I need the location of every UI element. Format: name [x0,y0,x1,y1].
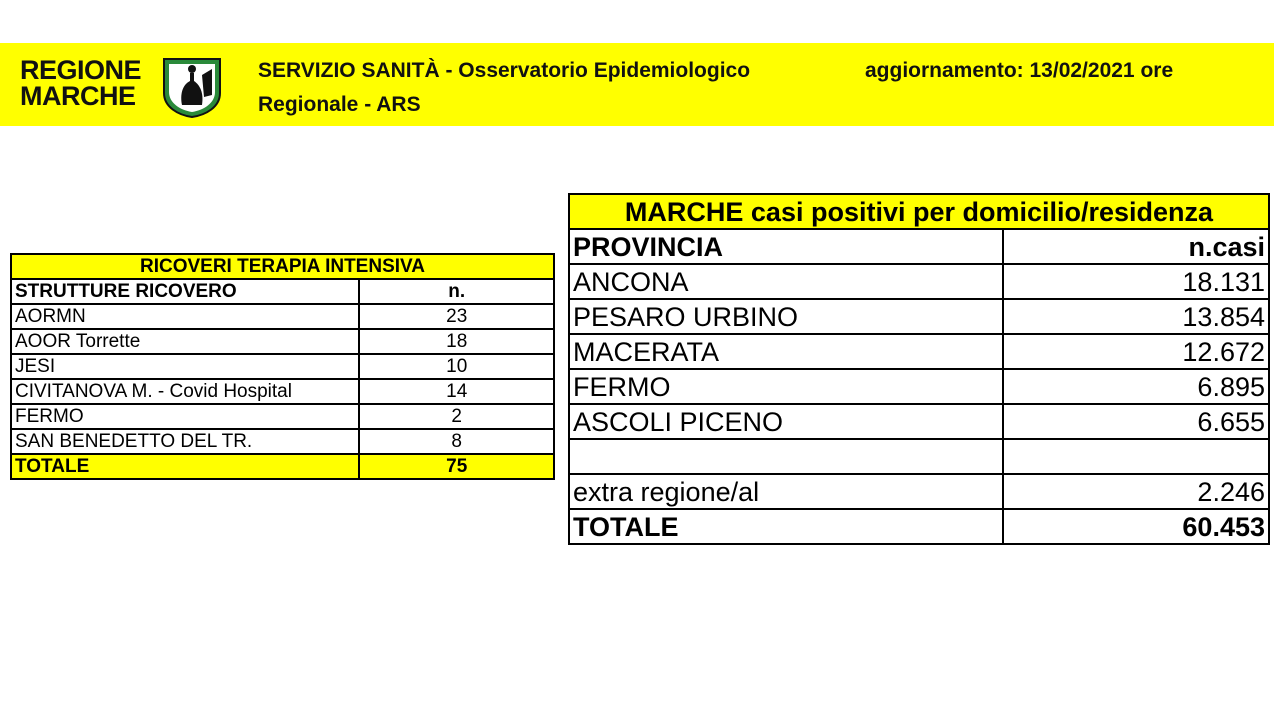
total-label: TOTALE [569,509,1003,544]
provincia-count: 6.895 [1003,369,1269,404]
table-row [569,404,1269,439]
col-n-header: n. [359,279,554,304]
provincia-name [569,439,1003,474]
provincia-count: 13.854 [1003,299,1269,334]
provincia-count: 18.131 [1003,264,1269,299]
struttura-name: FERMO [11,404,359,429]
table-row [569,439,1269,474]
struttura-count: 14 [359,379,554,404]
col-provincia-header: PROVINCIA [569,229,1003,264]
total-label: TOTALE [11,454,359,479]
total-value: 75 [359,454,554,479]
positive-cases-header-row [569,229,1269,264]
provincia-count: 6.655 [1003,404,1269,439]
shield-icon [160,55,224,119]
struttura-count: 23 [359,304,554,329]
table-row [11,329,554,354]
intensive-care-title-row [11,254,554,279]
table-row [11,304,554,329]
intensive-care-title: RICOVERI TERAPIA INTENSIVA [11,254,554,279]
struttura-name: SAN BENEDETTO DEL TR. [11,429,359,454]
provincia-name: MACERATA [569,334,1003,369]
positive-cases-table [568,193,1270,545]
provincia-name: extra regione/al [569,474,1003,509]
table-row [11,354,554,379]
intensive-care-total-row [11,454,554,479]
table-row [569,299,1269,334]
intensive-care-table [10,253,555,480]
struttura-name: AORMN [11,304,359,329]
struttura-count: 2 [359,404,554,429]
logo-line1: REGIONE [20,55,142,85]
regione-marche-logo [20,53,230,119]
table-row [569,369,1269,404]
header-title: SERVIZIO SANITÀ - Osservatorio Epidemiologico Regionale - ARS [258,59,751,116]
provincia-name: FERMO [569,369,1003,404]
update-timestamp: aggiornamento: 13/02/2021 ore [865,59,1174,82]
header-banner [0,43,1274,126]
struttura-count: 8 [359,429,554,454]
positive-cases-total-row [569,509,1269,544]
col-casi-header: n.casi [1003,229,1269,264]
struttura-name: JESI [11,354,359,379]
table-row [11,404,554,429]
positive-cases-title-row [569,194,1269,229]
struttura-name: CIVITANOVA M. - Covid Hospital [11,379,359,404]
positive-cases-title: MARCHE casi positivi per domicilio/residenza [569,194,1269,229]
struttura-name: AOOR Torrette [11,329,359,354]
struttura-count: 18 [359,329,554,354]
provincia-count: 12.672 [1003,334,1269,369]
table-row [11,379,554,404]
table-row [569,334,1269,369]
provincia-name: ASCOLI PICENO [569,404,1003,439]
col-struttura-header: STRUTTURE RICOVERO [11,279,359,304]
intensive-care-header-row [11,279,554,304]
table-row [569,264,1269,299]
logo-line2: MARCHE [20,81,136,111]
total-value: 60.453 [1003,509,1269,544]
provincia-count [1003,439,1269,474]
provincia-name: ANCONA [569,264,1003,299]
table-row [11,429,554,454]
logo-text [20,57,141,109]
table-row [569,474,1269,509]
provincia-count: 2.246 [1003,474,1269,509]
struttura-count: 10 [359,354,554,379]
provincia-name: PESARO URBINO [569,299,1003,334]
